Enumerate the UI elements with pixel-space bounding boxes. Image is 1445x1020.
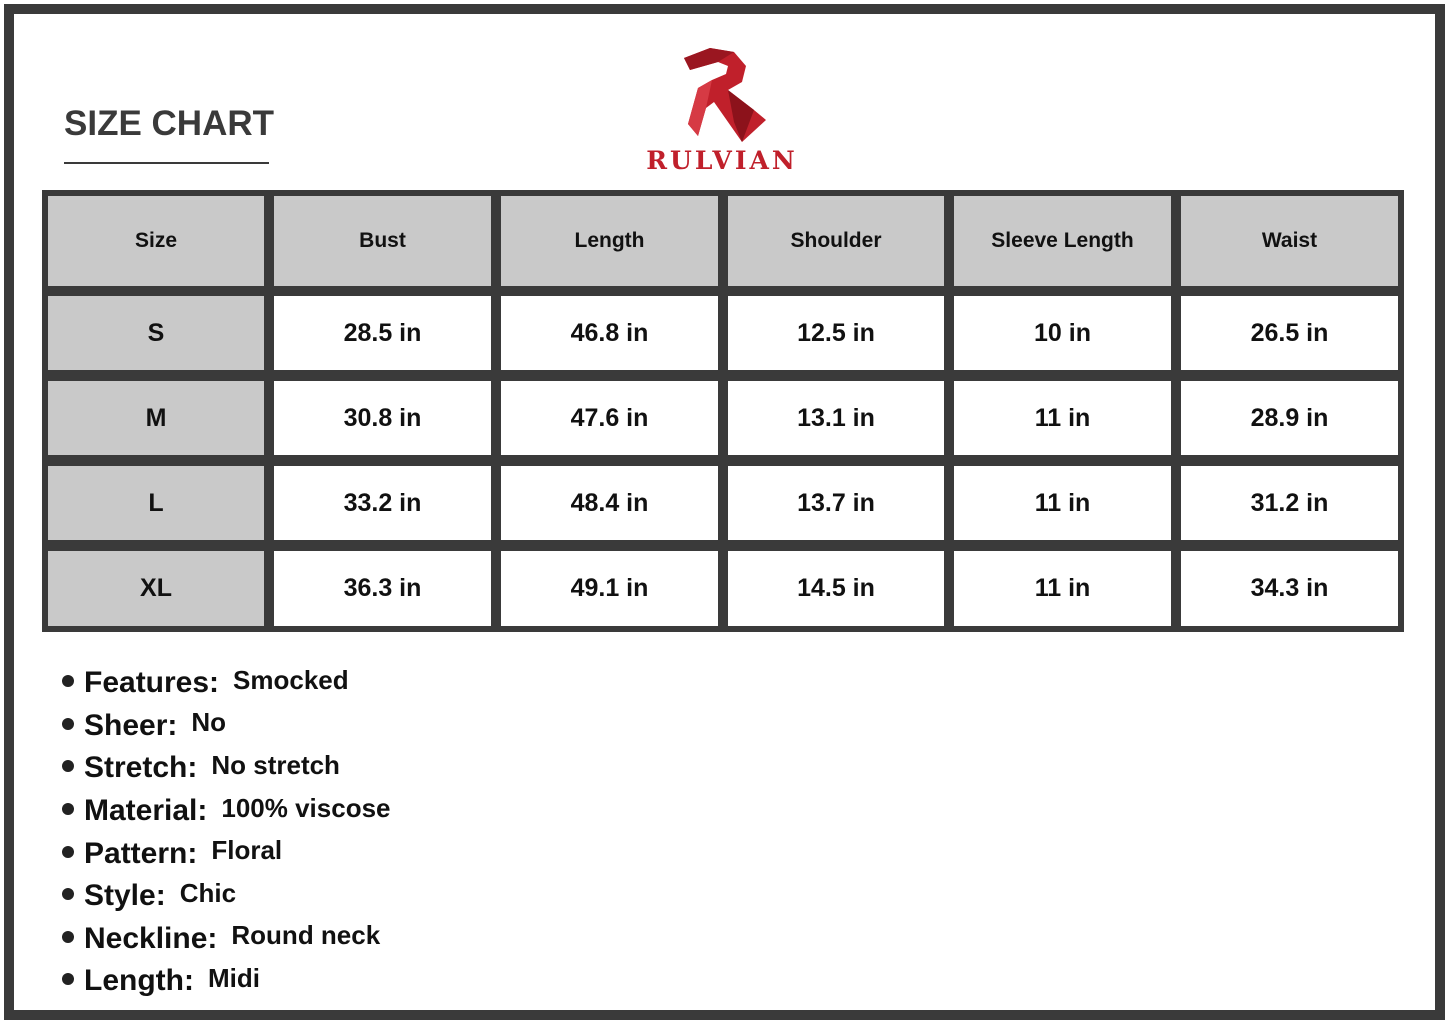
feature-value: No	[191, 707, 227, 738]
table-row-sleeve-length-cell: 11 in	[954, 551, 1171, 626]
column-header-length: Length	[501, 196, 718, 286]
table-row-shoulder-cell: 13.7 in	[728, 466, 944, 540]
feature-label: Length:	[84, 964, 194, 998]
table-row-shoulder-cell: 14.5 in	[728, 551, 944, 626]
list-item	[62, 875, 762, 918]
feature-value: Midi	[207, 962, 260, 993]
bullet-icon	[62, 718, 74, 730]
table-row-length-cell: 49.1 in	[501, 551, 718, 626]
feature-value: No stretch	[211, 749, 340, 780]
list-item	[62, 747, 762, 790]
table-row-bust-cell: 28.5 in	[274, 296, 491, 370]
table-row-sleeve-length-cell: 10 in	[954, 296, 1171, 370]
column-header-bust: Bust	[274, 196, 491, 286]
feature-value: Chic	[179, 877, 237, 908]
size-table	[42, 190, 1404, 632]
features-list	[62, 662, 762, 1003]
table-row-length-cell: 48.4 in	[501, 466, 718, 540]
feature-label: Sheer:	[84, 708, 178, 742]
list-item	[62, 918, 762, 961]
bullet-icon	[62, 888, 74, 900]
table-row-waist-cell: 26.5 in	[1181, 296, 1398, 370]
table-row-size-cell: M	[48, 381, 264, 455]
feature-value: Round neck	[231, 920, 381, 951]
feature-value: 100% viscose	[221, 792, 391, 823]
table-row-sleeve-length-cell: 11 in	[954, 466, 1171, 540]
page-title: SIZE CHART	[64, 104, 274, 143]
feature-label: Stretch:	[84, 751, 198, 785]
list-item	[62, 662, 762, 705]
column-header-shoulder: Shoulder	[728, 196, 944, 286]
feature-value: Smocked	[233, 664, 349, 695]
feature-label: Features:	[84, 666, 220, 700]
brand-name: RULVIAN	[646, 146, 798, 175]
bullet-icon	[62, 675, 74, 687]
table-row-waist-cell: 31.2 in	[1181, 466, 1398, 540]
list-item	[62, 960, 762, 1003]
feature-label: Neckline:	[84, 921, 218, 955]
feature-value: Floral	[211, 835, 283, 866]
table-row-bust-cell: 30.8 in	[274, 381, 491, 455]
bullet-icon	[62, 803, 74, 815]
feature-label: Pattern:	[84, 836, 198, 870]
list-item	[62, 832, 762, 875]
table-row-size-cell: XL	[48, 551, 264, 626]
bullet-icon	[62, 931, 74, 943]
table-row-bust-cell: 36.3 in	[274, 551, 491, 626]
bullet-icon	[62, 846, 74, 858]
list-item	[62, 790, 762, 833]
bullet-icon	[62, 760, 74, 772]
table-row-waist-cell: 28.9 in	[1181, 381, 1398, 455]
table-row-bust-cell: 33.2 in	[274, 466, 491, 540]
column-header-waist: Waist	[1181, 196, 1398, 286]
feature-label: Material:	[84, 794, 208, 828]
table-row-size-cell: S	[48, 296, 264, 370]
bullet-icon	[62, 973, 74, 985]
column-header-size: Size	[48, 196, 264, 286]
table-row-size-cell: L	[48, 466, 264, 540]
rulvian-r-logo-icon	[676, 44, 772, 146]
table-row-shoulder-cell: 12.5 in	[728, 296, 944, 370]
table-row-waist-cell: 34.3 in	[1181, 551, 1398, 626]
list-item	[62, 705, 762, 748]
table-row-sleeve-length-cell: 11 in	[954, 381, 1171, 455]
table-row-length-cell: 47.6 in	[501, 381, 718, 455]
table-row-length-cell: 46.8 in	[501, 296, 718, 370]
feature-label: Style:	[84, 879, 166, 913]
column-header-sleeve-length: Sleeve Length	[954, 196, 1171, 286]
table-row-shoulder-cell: 13.1 in	[728, 381, 944, 455]
title-underline	[64, 162, 269, 164]
